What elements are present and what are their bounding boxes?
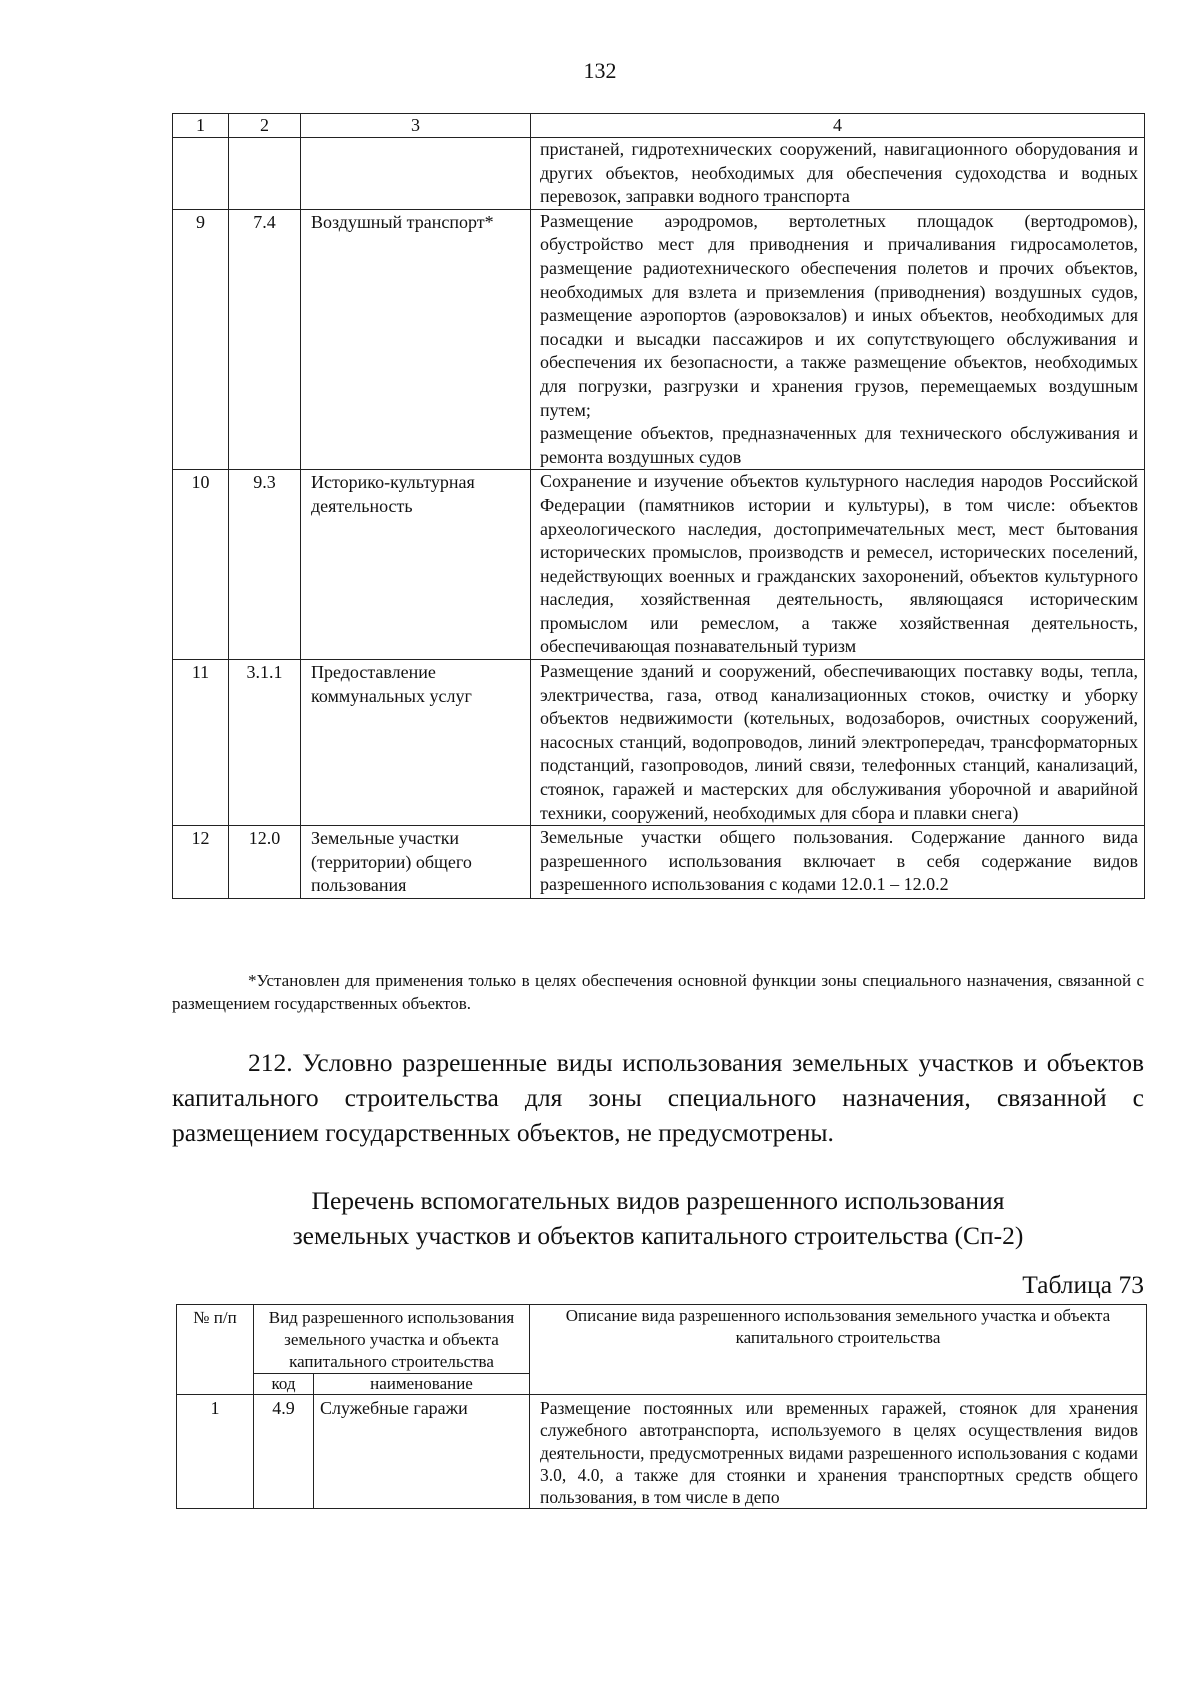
description-paragraph: Размещение аэродромов, вертолетных площадок (вертодромов), обустройство мест для приводнения и причаливания гидросамолетов, размещение радиотехнического обеспечения полетов и прочих объектов, необходимых для взлета и приземления (приводнения) воздушных судов, размещение аэропортов (аэровокзалов) и иных объектов, необходимых для посадки и высадки пассажиров и их сопутствующего обслуживания и обеспечения их безопасности, а также размещение объектов, необходимых для погрузки, разгрузки и хранения грузов, перемещаемых воздушным путем; bbox=[540, 210, 1138, 420]
header-kind: Вид разрешенного использования земельного участка и объекта капитального строительства bbox=[254, 1305, 530, 1374]
page-number: 132 bbox=[583, 58, 617, 83]
table-row bbox=[177, 1395, 1147, 1509]
table-row bbox=[173, 470, 1145, 660]
auxiliary-uses-table bbox=[176, 1304, 1147, 1509]
row-number: 1 bbox=[177, 1395, 254, 1509]
row-description: Сохранение и изучение объектов культурного наследия народов Российской Федерации (памятников истории и культуры), в том числе: объектов археологического наследия, достопримечательных мест, мест бытования исторических промыслов, производств и ремесел, исторических поселений, недействующих военных и гражданских захоронений, объектов культурного наследия, хозяйственная деятельность, являющаяся историческим промыслом или ремеслом, а также хозяйственная деятельность, обеспечивающая познавательный туризм bbox=[531, 470, 1145, 660]
header-number: № п/п bbox=[177, 1305, 254, 1395]
row-code: 7.4 bbox=[229, 209, 301, 470]
land-use-table-continued bbox=[172, 113, 1145, 899]
header-name: наименование bbox=[314, 1374, 530, 1395]
row-description: Земельные участки общего пользования. Содержание данного вида разрешенного использования включает в себя содержание видов разрешенного использования с кодами 12.0.1 – 12.0.2 bbox=[531, 826, 1145, 899]
table-header-row bbox=[173, 114, 1145, 138]
header-cell: 2 bbox=[229, 114, 301, 138]
row-code: 12.0 bbox=[229, 826, 301, 899]
row-number bbox=[173, 138, 229, 210]
section-heading bbox=[172, 1183, 1144, 1253]
header-cell: 4 bbox=[531, 114, 1145, 138]
row-description: Размещение зданий и сооружений, обеспечивающих поставку воды, тепла, электричества, газа, отвод канализационных стоков, очистку и уборку объектов недвижимости (котельных, водозаборов, очистных сооружений, насосных станций, водопроводов, линий электропередач, трансформаторных подстанций, газопроводов, линий связи, телефонных станций, канализаций, стоянок, гаражей и мастерских для обслуживания уборочной и аварийной техники, сооружений, необходимых для сбора и плавки снега) bbox=[531, 660, 1145, 826]
row-code: 9.3 bbox=[229, 470, 301, 660]
row-name: Историко-культурная деятельность bbox=[301, 470, 531, 660]
table-row bbox=[173, 138, 1145, 210]
row-number: 11 bbox=[173, 660, 229, 826]
header-cell: 1 bbox=[173, 114, 229, 138]
row-number: 12 bbox=[173, 826, 229, 899]
paragraph-212: 212. Условно разрешенные виды использования земельных участков и объектов капитального строительства для зоны специального назначения, связанной с размещением государственных объектов, не предусмотрены. bbox=[172, 1048, 1144, 1147]
row-number: 10 bbox=[173, 470, 229, 660]
table-row bbox=[173, 660, 1145, 826]
row-code: 3.1.1 bbox=[229, 660, 301, 826]
row-name: Воздушный транспорт* bbox=[301, 209, 531, 470]
footnote: *Установлен для применения только в целях обеспечения основной функции зоны специального назначения, связанной с размещением государственных объектов. bbox=[172, 971, 1144, 1013]
row-code: 4.9 bbox=[254, 1395, 314, 1509]
row-description: пристаней, гидротехнических сооружений, навигационного оборудования и других объектов, необходимых для обеспечения судоходства и водных перевозок, заправки водного транспорта bbox=[531, 138, 1145, 210]
row-name: Предоставление коммунальных услуг bbox=[301, 660, 531, 826]
table-label: Таблица 73 bbox=[1022, 1270, 1144, 1299]
row-name: Служебные гаражи bbox=[314, 1395, 530, 1509]
row-name bbox=[301, 138, 531, 210]
table-row bbox=[173, 826, 1145, 899]
row-code bbox=[229, 138, 301, 210]
header-cell: 3 bbox=[301, 114, 531, 138]
heading-line: Перечень вспомогательных видов разрешенного использования bbox=[311, 1186, 1005, 1215]
row-description: Размещение постоянных или временных гаражей, стоянок для хранения служебного автотранспорта, используемого в целях осуществления видов деятельности, предусмотренных видами разрешенного использования с кодами 3.0, 4.0, а также для стоянки и хранения транспортных средств общего пользования, в том числе в депо bbox=[530, 1395, 1147, 1509]
table-header-row bbox=[177, 1305, 1147, 1374]
heading-line: земельных участков и объектов капитального строительства (Сп-2) bbox=[292, 1221, 1024, 1250]
header-code: код bbox=[254, 1374, 314, 1395]
header-description: Описание вида разрешенного использования земельного участка и объекта капитального строительства bbox=[530, 1305, 1147, 1395]
row-number: 9 bbox=[173, 209, 229, 470]
row-description bbox=[531, 209, 1145, 470]
description-paragraph: размещение объектов, предназначенных для технического обслуживания и ремонта воздушных судов bbox=[540, 423, 1138, 467]
table-row bbox=[173, 209, 1145, 470]
row-name: Земельные участки (территории) общего пользования bbox=[301, 826, 531, 899]
